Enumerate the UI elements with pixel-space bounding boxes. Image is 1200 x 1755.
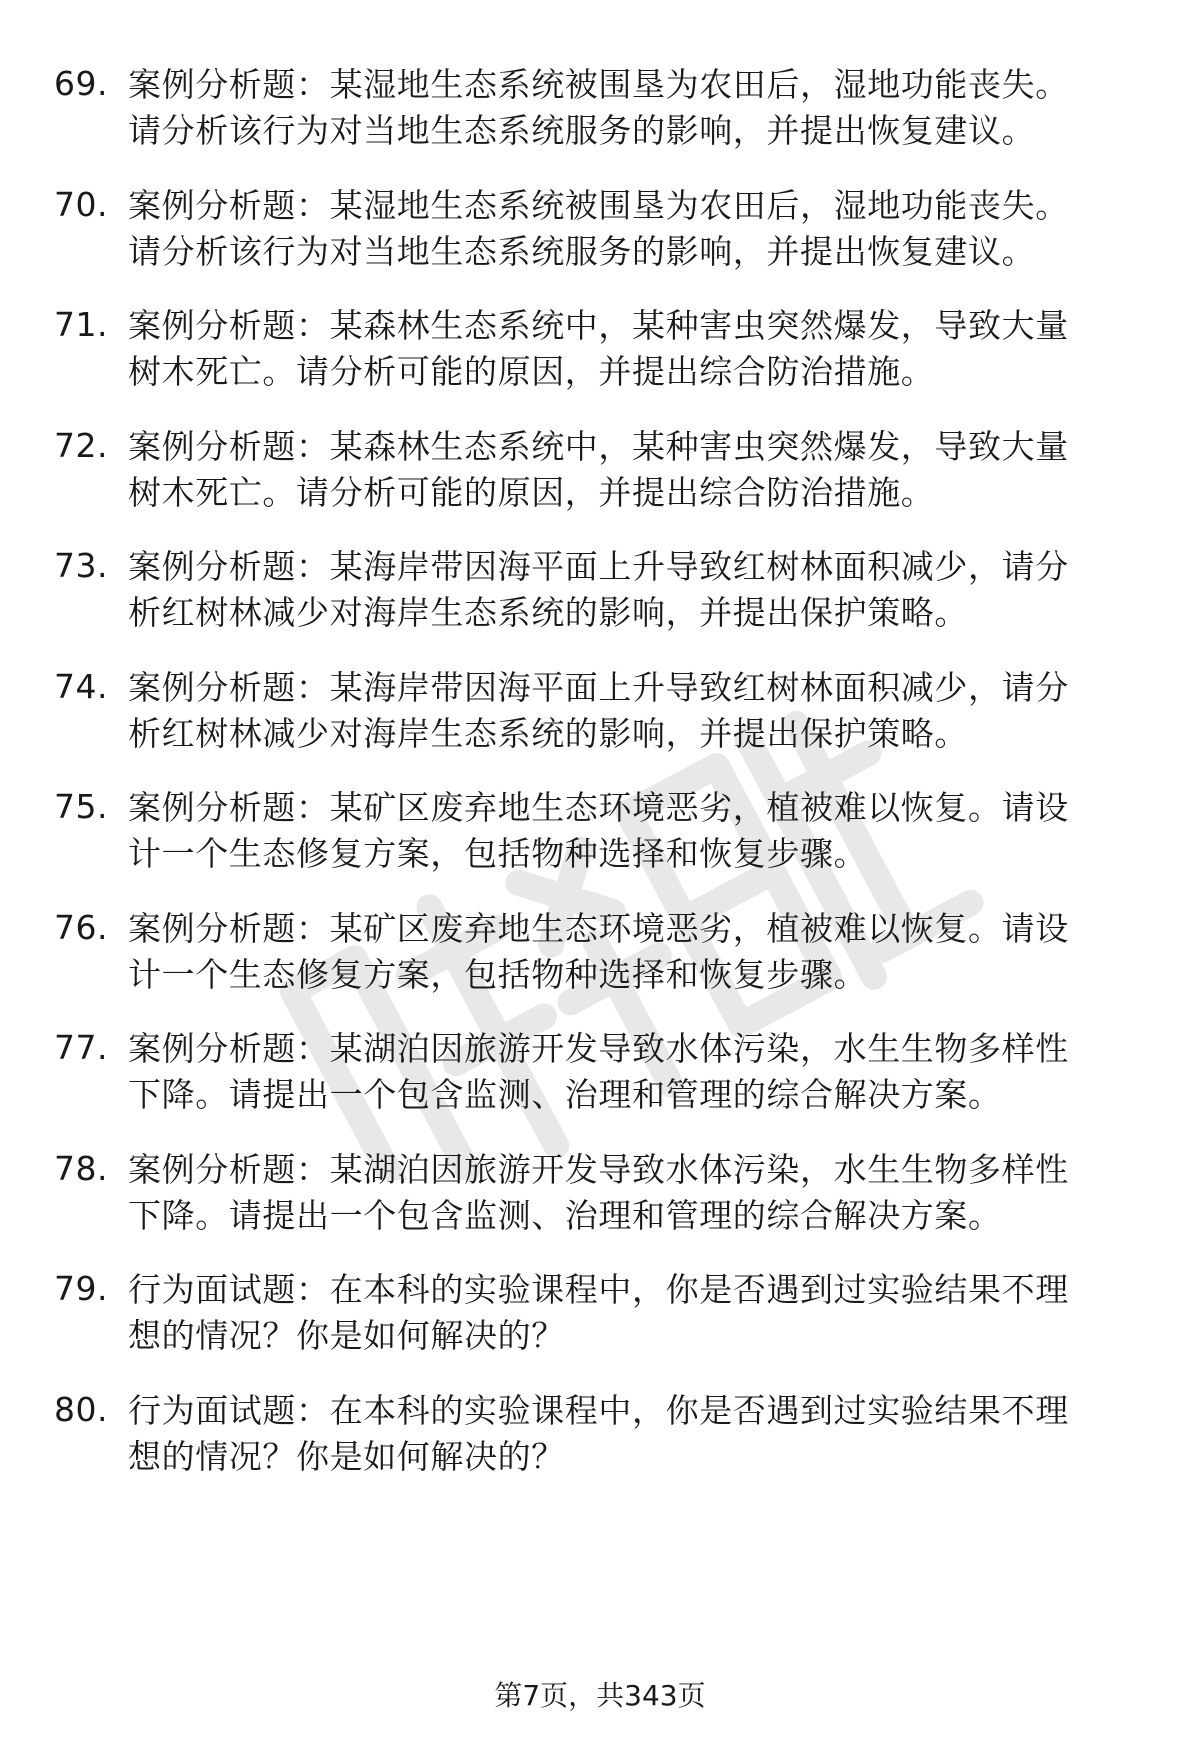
- question-item: [0, 906, 1200, 1016]
- question-text-line: 想的情况？你是如何解决的？: [128, 1316, 565, 1355]
- question-text-line: 案例分析题：某海岸带因海平面上升导致红树林面积减少，请分: [128, 668, 1069, 707]
- question-text-line: 案例分析题：某湖泊因旅游开发导致水体污染，水生生物多样性: [128, 1029, 1069, 1068]
- question-text: [128, 1388, 1138, 1480]
- question-item: [0, 544, 1200, 654]
- question-number: 75.: [54, 787, 108, 826]
- question-number: 73.: [54, 546, 108, 585]
- question-item: [0, 62, 1200, 172]
- question-text-line: 想的情况？你是如何解决的？: [128, 1437, 565, 1476]
- question-item: [0, 1267, 1200, 1377]
- question-text-line: 案例分析题：某海岸带因海平面上升导致红树林面积减少，请分: [128, 547, 1069, 586]
- question-text: [128, 544, 1138, 636]
- question-text: [128, 785, 1138, 877]
- question-number: 71.: [54, 305, 108, 344]
- question-text-line: 下降。请提出一个包含监测、治理和管理的综合解决方案。: [128, 1075, 1002, 1114]
- question-item: [0, 424, 1200, 534]
- question-text: [128, 303, 1138, 395]
- question-text: [128, 62, 1138, 154]
- question-text-line: 案例分析题：某森林生态系统中，某种害虫突然爆发，导致大量: [128, 427, 1069, 466]
- question-text-line: 案例分析题：某森林生态系统中，某种害虫突然爆发，导致大量: [128, 306, 1069, 345]
- question-text: [128, 665, 1138, 757]
- question-number: 74.: [54, 667, 108, 706]
- question-text-line: 析红树林减少对海岸生态系统的影响，并提出保护策略。: [128, 714, 968, 753]
- question-text-line: 树木死亡。请分析可能的原因，并提出综合防治措施。: [128, 473, 935, 512]
- question-text-line: 析红树林减少对海岸生态系统的影响，并提出保护策略。: [128, 593, 968, 632]
- question-item: [0, 665, 1200, 775]
- question-text: [128, 183, 1138, 275]
- question-item: [0, 785, 1200, 895]
- question-text-line: 行为面试题：在本科的实验课程中，你是否遇到过实验结果不理: [128, 1270, 1069, 1309]
- question-text-line: 计一个生态修复方案，包括物种选择和恢复步骤。: [128, 955, 868, 994]
- question-text-line: 案例分析题：某湿地生态系统被围垦为农田后，湿地功能丧失。: [128, 186, 1069, 225]
- question-text-line: 请分析该行为对当地生态系统服务的影响，并提出恢复建议。: [128, 232, 1036, 271]
- question-text: [128, 1267, 1138, 1359]
- question-text-line: 案例分析题：某湖泊因旅游开发导致水体污染，水生生物多样性: [128, 1150, 1069, 1189]
- question-text-line: 计一个生态修复方案，包括物种选择和恢复步骤。: [128, 834, 868, 873]
- question-number: 77.: [54, 1028, 108, 1067]
- question-text: [128, 1026, 1138, 1118]
- question-item: [0, 1388, 1200, 1498]
- question-text-line: 案例分析题：某矿区废弃地生态环境恶劣，植被难以恢复。请设: [128, 909, 1069, 948]
- question-number: 70.: [54, 185, 108, 224]
- question-text-line: 下降。请提出一个包含监测、治理和管理的综合解决方案。: [128, 1196, 1002, 1235]
- question-number: 80.: [54, 1390, 108, 1429]
- question-number: 79.: [54, 1269, 108, 1308]
- question-item: [0, 1147, 1200, 1257]
- question-item: [0, 1026, 1200, 1136]
- question-text-line: 案例分析题：某矿区废弃地生态环境恶劣，植被难以恢复。请设: [128, 788, 1069, 827]
- question-text-line: 行为面试题：在本科的实验课程中，你是否遇到过实验结果不理: [128, 1391, 1069, 1430]
- question-item: [0, 303, 1200, 413]
- question-text-line: 请分析该行为对当地生态系统服务的影响，并提出恢复建议。: [128, 111, 1036, 150]
- question-number: 78.: [54, 1149, 108, 1188]
- question-text: [128, 424, 1138, 516]
- question-number: 69.: [54, 64, 108, 103]
- question-text-line: 树木死亡。请分析可能的原因，并提出综合防治措施。: [128, 352, 935, 391]
- page-footer: 第7页，共343页: [494, 1679, 706, 1712]
- question-number: 76.: [54, 908, 108, 947]
- question-text: [128, 1147, 1138, 1239]
- question-text-line: 案例分析题：某湿地生态系统被围垦为农田后，湿地功能丧失。: [128, 65, 1069, 104]
- question-number: 72.: [54, 426, 108, 465]
- question-item: [0, 183, 1200, 293]
- question-text: [128, 906, 1138, 998]
